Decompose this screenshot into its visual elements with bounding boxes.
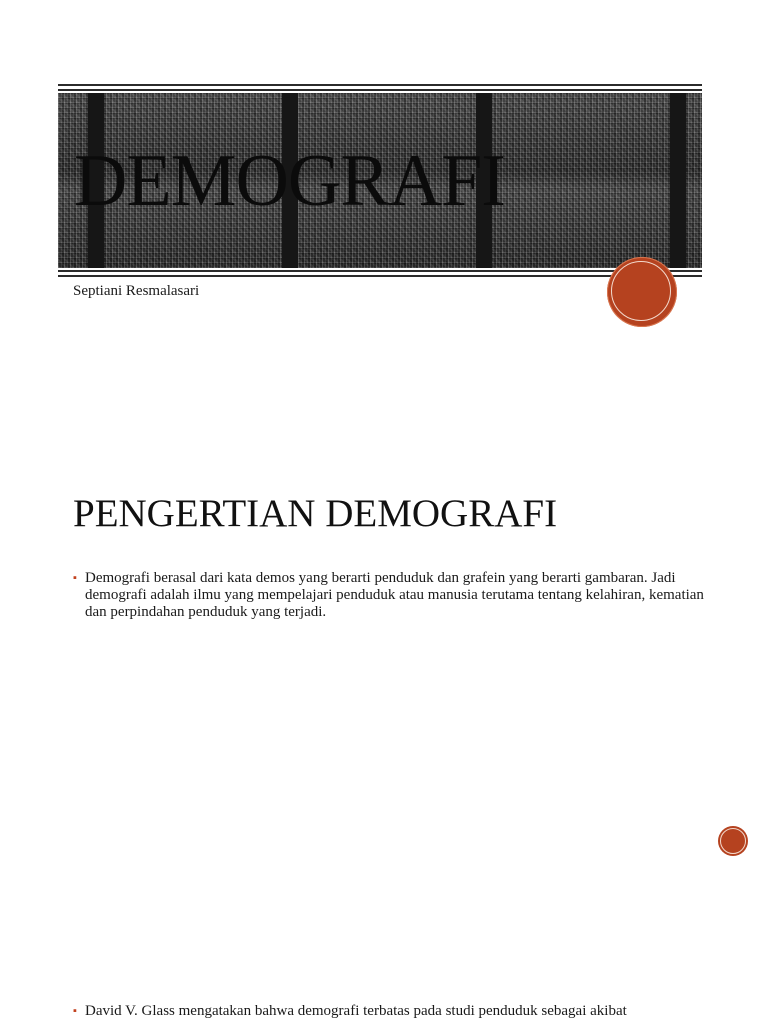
slide-title: DEMOGRAFI	[74, 140, 505, 222]
definition-paragraph: Demografi berasal dari kata demos yang berarti penduduk dan grafein yang berarti gambaran. Jadi demografi adalah ilmu yang mempelajari penduduk atau manusia terutama tentang kelahiran, kematian dan perpindahan penduduk yang terjadi.	[85, 570, 704, 620]
list-item	[73, 570, 713, 621]
banner-upper-rule	[58, 89, 702, 91]
banner-bar	[670, 93, 686, 268]
banner-lower-rule	[58, 270, 702, 272]
bullet-icon: ▪	[73, 1005, 77, 1017]
banner-bottom-rule	[58, 275, 702, 277]
quote-paragraph: David V. Glass mengatakan bahwa demografi terbatas pada studi penduduk sebagai akibat	[85, 1003, 627, 1019]
title-banner	[58, 93, 702, 268]
bullet-icon: ▪	[73, 572, 77, 584]
list-item	[73, 1003, 713, 1020]
decorative-circle-icon	[718, 826, 748, 856]
section-heading: PENGERTIAN DEMOGRAFI	[73, 492, 558, 535]
author-name: Septiani Resmalasari	[73, 283, 200, 299]
decorative-circle-icon	[607, 257, 677, 327]
banner-top-rule	[58, 84, 702, 86]
